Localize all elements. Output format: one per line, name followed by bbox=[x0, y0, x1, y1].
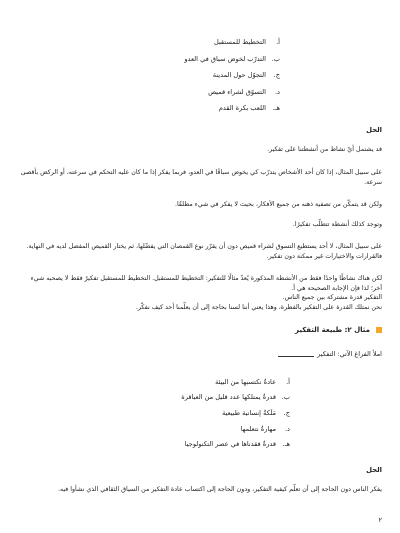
list-item bbox=[100, 34, 280, 51]
option-text: التدرّب لخوض سباق في العدو bbox=[184, 54, 266, 63]
solution-heading: الحل bbox=[366, 466, 382, 474]
list-item bbox=[100, 67, 280, 84]
options-list-example bbox=[70, 374, 290, 452]
option-letter: هـ. bbox=[282, 440, 290, 449]
list-item bbox=[70, 390, 290, 406]
paragraph-text: نحن نمتلك القدرة على التفكير بالفطرة، وهذا يعني أننا لسنا بحاجة إلى أن يعلّمنا أحد كيف نفكّر. bbox=[135, 303, 382, 311]
fill-in-prompt bbox=[278, 350, 382, 358]
solution-paragraph bbox=[18, 168, 382, 187]
paragraph-text: يفكر الناس دون الحاجة إلى أن تعلّم كيفية التفكير، ودون الحاجة إلى اكتساب عادة التفكير من السياق الثقافي الذي نشأوا فيه. bbox=[57, 486, 382, 493]
solution-paragraph bbox=[18, 200, 382, 210]
prompt-text: املأ الفراغ الآتي: التفكير bbox=[317, 350, 382, 358]
solution-paragraph bbox=[18, 145, 382, 155]
paragraph-text: على سبيل المثال، لا أحد يستطيع التسوق لشراء قميص دون أن يقرّر نوع القمصان التي يفضّلها، ثم يختار القميص المفضل لديه في النهاية. فالقرارات والاختيارات غير ممكنة دون تفكير. bbox=[26, 243, 382, 260]
list-item bbox=[100, 84, 280, 101]
option-text: قدرةٌ يمتلكها عدد قليل من العباقرة bbox=[181, 393, 276, 402]
list-item bbox=[100, 51, 280, 68]
option-text: مَلَكةٌ إنسانية طبيعية bbox=[222, 408, 276, 417]
page-number: ٢ bbox=[378, 516, 382, 524]
option-text: التخطيط للمستقبل bbox=[213, 38, 266, 47]
option-text: اللعب بكرة القدم bbox=[218, 104, 266, 113]
list-item bbox=[70, 405, 290, 421]
option-letter: ج. bbox=[283, 408, 290, 417]
paragraph-text: وتوجد كذلك أنشطة تتطلّب تفكيرًا. bbox=[292, 221, 382, 228]
paragraph-text: التفكير قدرة مشتركة بين جميع الناس. bbox=[282, 294, 382, 302]
solution-heading: الحل bbox=[366, 126, 382, 134]
solution-paragraph bbox=[18, 242, 382, 261]
option-letter: أ. bbox=[276, 38, 280, 47]
paragraph-text: على سبيل المثال، إذا كان أحد الأشخاص يتدرّب كي يخوض سباقًا في العدو، فربما يفكر إذا ما كان عليه التحكم في سرعته، أو الركض بأقصى سرعة. bbox=[20, 169, 382, 186]
option-text: قدرةٌ فقدناها في عصر التكنولوجيا bbox=[184, 440, 276, 449]
list-item bbox=[70, 436, 290, 452]
option-letter: ب. bbox=[271, 54, 280, 63]
blank-line bbox=[278, 351, 314, 357]
option-letter: أ. bbox=[286, 377, 290, 386]
options-list-top bbox=[100, 34, 280, 117]
option-text: التسوّق لشراء قميص bbox=[208, 87, 266, 96]
option-letter: ب. bbox=[281, 393, 290, 402]
list-item bbox=[70, 421, 290, 437]
option-letter: د. bbox=[284, 424, 290, 433]
example-heading bbox=[295, 326, 382, 334]
square-bullet-icon bbox=[376, 327, 382, 333]
option-letter: ج. bbox=[273, 71, 280, 80]
option-text: التجوّل حول المدينة bbox=[212, 71, 266, 80]
option-letter: هـ. bbox=[272, 104, 280, 113]
list-item bbox=[100, 100, 280, 117]
paragraph-text: قد يشتمل أيّ نشاط من أنشطتنا على تفكير. bbox=[267, 146, 382, 153]
option-text: مهارةٌ نتعلمها bbox=[240, 424, 276, 433]
example-title: مثال ٢: طبيعة التفكير bbox=[294, 326, 370, 334]
paragraph-text: لكن هناك نشاطًا واحدًا فقط من الأنشطة المذكورة يُعدّ مثالًا للتفكير: التخطيط للمستقبل. التخطيط للمستقبل تفكيرٌ فقط لا يصحبه شيء آخر؛ لذا فإن الإجابة الصحيحة هي أ. bbox=[30, 275, 382, 292]
solution-paragraph bbox=[18, 220, 382, 230]
paragraph-text: ولكن قد يتمكّن من تصفية ذهنه من جميع الأفكار، بحيث لا يفكر في شيء مطلقًا. bbox=[175, 201, 382, 208]
option-text: عادةٌ نكتسبها من البيئة bbox=[215, 377, 276, 386]
solution-paragraph bbox=[18, 274, 382, 312]
solution-paragraph bbox=[18, 485, 382, 495]
option-letter: د. bbox=[274, 87, 280, 96]
list-item bbox=[70, 374, 290, 390]
